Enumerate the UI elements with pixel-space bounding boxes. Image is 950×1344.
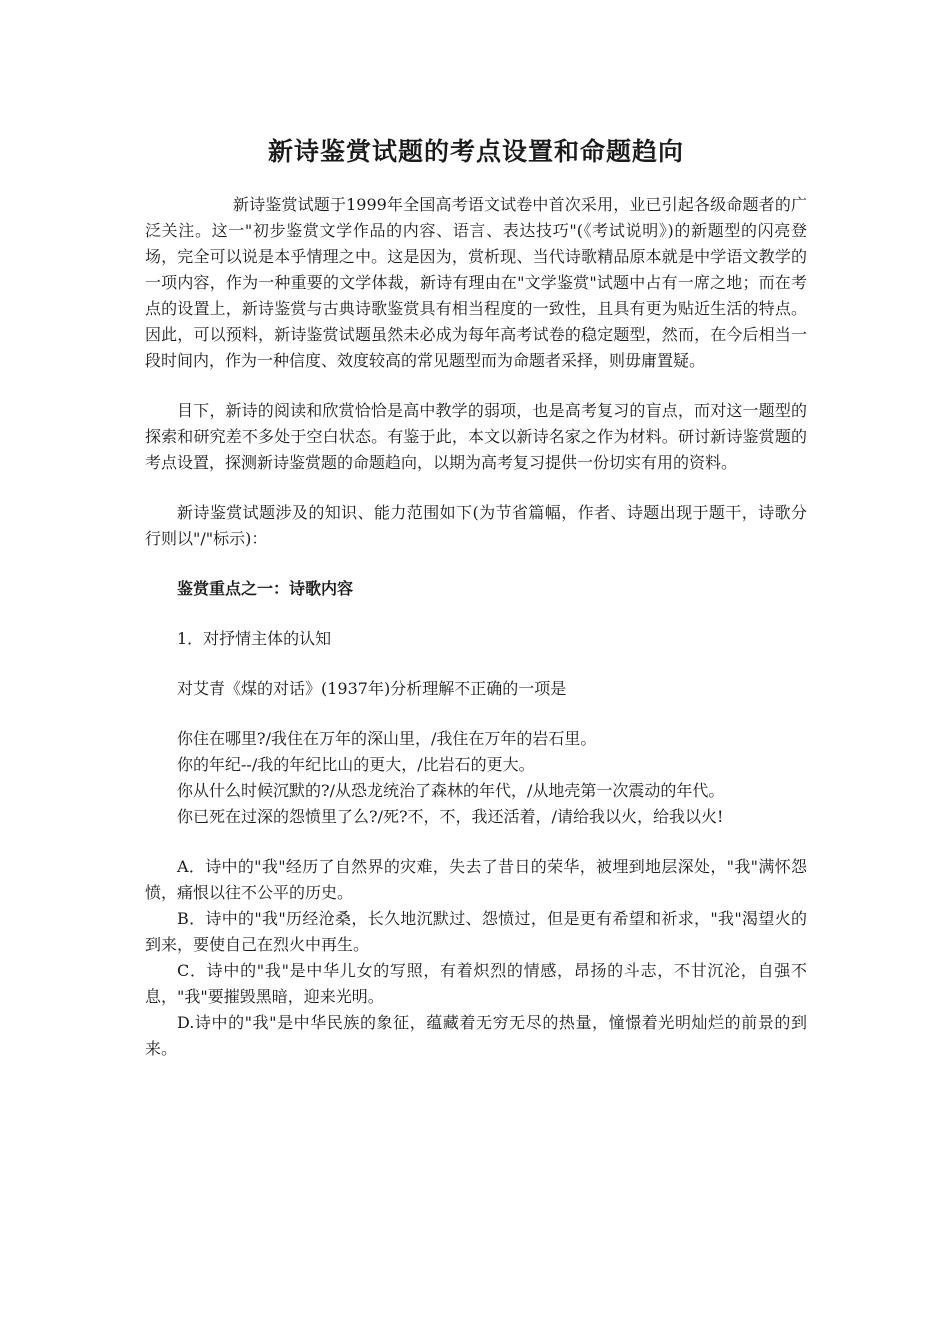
option-d: D.诗中的"我"是中华民族的象征，蕴藏着无穷无尽的热量，憧憬着光明灿烂的前景的到来。	[145, 1013, 807, 1058]
poem-line: 你已死在过深的怨愤里了么?/死?不，不，我还活着，/请给我以火，给我以火!	[177, 807, 724, 826]
subsection-heading: 1．对抒情主体的认知	[177, 629, 332, 648]
section-heading: 鉴赏重点之一：诗歌内容	[177, 579, 354, 598]
paragraph-3: 新诗鉴赏试题涉及的知识、能力范围如下(为节省篇幅，作者、诗题出现于题干，诗歌分行则以"/"标示)：	[145, 503, 807, 548]
poem-line: 你从什么时候沉默的?/从恐龙统治了森林的年代，/从地壳第一次震动的年代。	[177, 781, 725, 800]
paragraph-2: 目下，新诗的阅读和欣赏恰恰是高中教学的弱项，也是高考复习的盲点，而对这一题型的探索和研究差不多处于空白状态。有鉴于此，本文以新诗名家之作为材料。研讨新诗鉴赏题的考点设置，探测新诗鉴赏题的命题趋向，以期为高考复习提供一份切实有用的资料。	[145, 401, 807, 472]
answer-options	[145, 854, 807, 1062]
option-c: C．诗中的"我"是中华儿女的写照，有着炽烈的情感，昂扬的斗志，不甘沉沦，自强不息，"我"要摧毁黑暗，迎来光明。	[145, 961, 807, 1006]
poem-excerpt	[145, 726, 807, 830]
option-a: A．诗中的"我"经历了自然界的灾难，失去了昔日的荣华，被埋到地层深处，"我"满怀怨愤，痛恨以往不公平的历史。	[145, 857, 807, 902]
document-body	[145, 132, 807, 1086]
intro-paragraph: 新诗鉴赏试题于1999年全国高考语文试卷中首次采用，业已引起各级命题者的广泛关注。这一"初步鉴赏文学作品的内容、语言、表达技巧"(《考试说明》)的新题型的闪亮登场，完全可以说是本乎情理之中。这是因为，赏析现、当代诗歌精品原本就是中学语文教学的一项内容，作为一种重要的文学体裁，新诗有理由在"文学鉴赏"试题中占有一席之地；而在考点的设置上，新诗鉴赏与古典诗歌鉴赏具有相当程度的一致性，且具有更为贴近生活的特点。因此，可以预料，新诗鉴赏试题虽然未必成为每年高考试卷的稳定题型，然而，在今后相当一段时间内，作为一种信度、效度较高的常见题型而为命题者采择，则毋庸置疑。	[145, 195, 807, 370]
question-stem: 对艾青《煤的对话》(1937年)分析理解不正确的一项是	[177, 679, 567, 698]
poem-line: 你住在哪里?/我住在万年的深山里，/我住在万年的岩石里。	[177, 729, 597, 748]
poem-line: 你的年纪--/我的年纪比山的更大，/比岩石的更大。	[177, 755, 535, 774]
document-title: 新诗鉴赏试题的考点设置和命题趋向	[267, 137, 684, 166]
option-b: B．诗中的"我"历经沧桑，长久地沉默过、怨愤过，但是更有希望和祈求，"我"渴望火的到来，要使自己在烈火中再生。	[145, 909, 807, 954]
